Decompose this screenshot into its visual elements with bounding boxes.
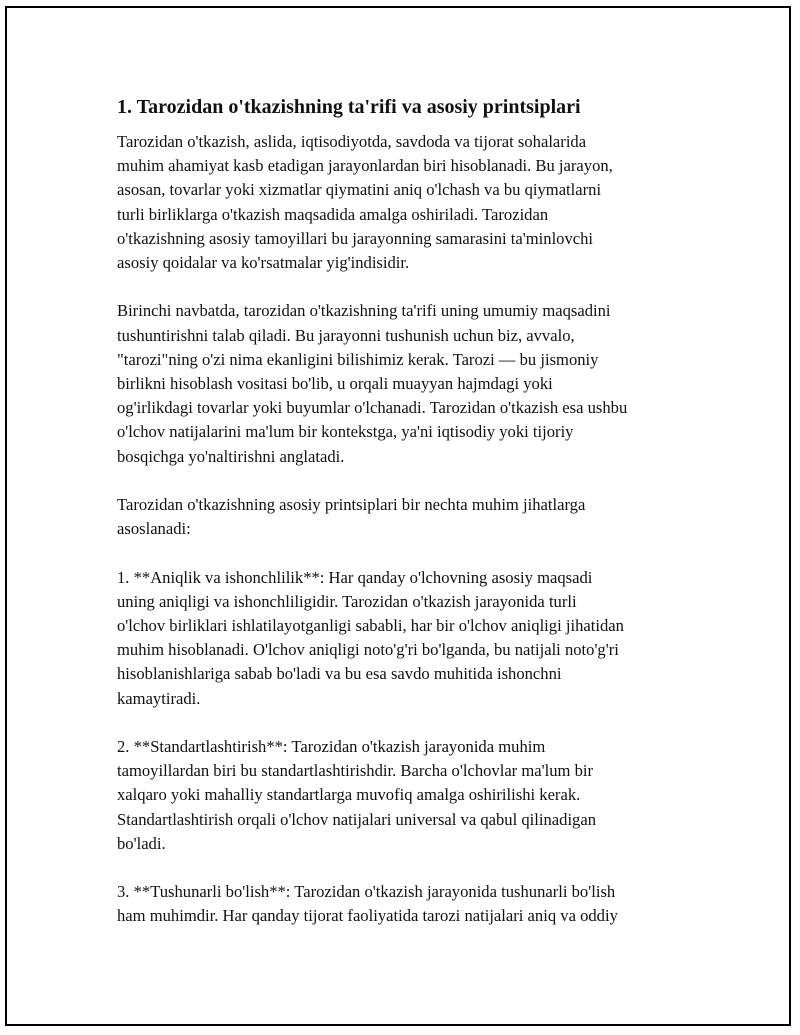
paragraph-definition-intro xyxy=(117,130,687,275)
text-line: asosiy qoidalar va ko'rsatmalar yig'indisidir. xyxy=(117,253,410,273)
text-line: bosqichga yo'naltirishni anglatadi. xyxy=(117,446,345,466)
text-line: bo'ladi. xyxy=(117,833,166,853)
text-line: o'tkazishning asosiy tamoyillari bu jarayonning samarasini ta'minlovchi xyxy=(117,228,594,248)
text-line: xalqaro yoki mahalliy standartlarga muvofiq amalga oshirilishi kerak. xyxy=(117,785,581,805)
text-line: uning aniqligi va ishonchliligidir. Tarozidan o'tkazish jarayonida turli xyxy=(117,591,577,611)
text-line: o'lchov natijalarini ma'lum bir kontekstga, ya'ni iqtisodiy yoki tijoriy xyxy=(117,422,574,442)
text-line: Tarozidan o'tkazish, aslida, iqtisodiyotda, savdoda va tijorat sohalarida xyxy=(117,132,587,151)
text-line: 2. **Standartlashtirish**: Tarozidan o'tkazish jarayonida muhim xyxy=(117,737,546,757)
paragraph-definition-detail xyxy=(117,299,687,468)
text-line: 3. **Tushunarli bo'lish**: Tarozidan o'tkazish jarayonida tushunarli bo'lish xyxy=(117,882,616,902)
text-line: Standartlashtirish orqali o'lchov natijalari universal va qabul qilinadigan xyxy=(117,809,597,829)
list-item-accuracy xyxy=(117,566,687,711)
text-line: ham muhimdir. Har qanday tijorat faoliyatida tarozi natijalari aniq va oddiy xyxy=(117,906,618,926)
text-line: 1. **Aniqlik va ishonchlilik**: Har qanday o'lchovning asosiy maqsadi xyxy=(117,567,593,587)
text-line: muhim ahamiyat kasb etadigan jarayonlardan biri hisoblanadi. Bu jarayon, xyxy=(117,156,613,176)
text-line: birlikni hisoblash vositasi bo'lib, u orqali muayyan hajmdagi yoki xyxy=(117,374,553,394)
text-line: Birinchi navbatda, tarozidan o'tkazishning ta'rifi uning umumiy maqsadini xyxy=(117,301,611,321)
text-line: tamoyillardan biri bu standartlashtirishdir. Barcha o'lchovlar ma'lum bir xyxy=(117,761,594,781)
section-heading: 1. Tarozidan o'tkazishning ta'rifi va asosiy printsiplari xyxy=(117,96,581,118)
text-line: muhim hisoblanadi. O'lchov aniqligi noto'g'ri bo'lganda, bu natijali noto'g'ri xyxy=(117,640,619,660)
list-item-clarity xyxy=(117,880,687,928)
text-line: "tarozi"ning o'zi nima ekanligini bilishimiz kerak. Tarozi — bu jismoniy xyxy=(117,349,599,369)
text-line: Tarozidan o'tkazishning asosiy printsiplari bir nechta muhim jihatlarga xyxy=(117,495,586,515)
list-item-standardization xyxy=(117,735,687,856)
text-line: asosan, tovarlar yoki xizmatlar qiymatini aniq o'lchash va bu qiymatlarni xyxy=(117,180,602,200)
text-line: hisoblanishlariga sabab bo'ladi va bu esa savdo muhitida ishonchni xyxy=(117,664,562,684)
text-line: tushuntirishni talab qiladi. Bu jarayonni tushunish uchun biz, avvalo, xyxy=(117,325,575,345)
text-line: asoslanadi: xyxy=(117,519,191,539)
text-line: og'irlikdagi tovarlar yoki buyumlar o'lchanadi. Tarozidan o'tkazish esa ushbu xyxy=(117,398,628,418)
text-line: o'lchov birliklari ishlatilayotganligi sababli, har bir o'lchov aniqligi jihatidan xyxy=(117,616,624,636)
text-line: turli birliklarga o'tkazish maqsadida amalga oshiriladi. Tarozidan xyxy=(117,204,549,224)
document-body xyxy=(117,94,687,953)
paragraph-principles-intro xyxy=(117,493,687,541)
text-line: kamaytiradi. xyxy=(117,688,201,708)
